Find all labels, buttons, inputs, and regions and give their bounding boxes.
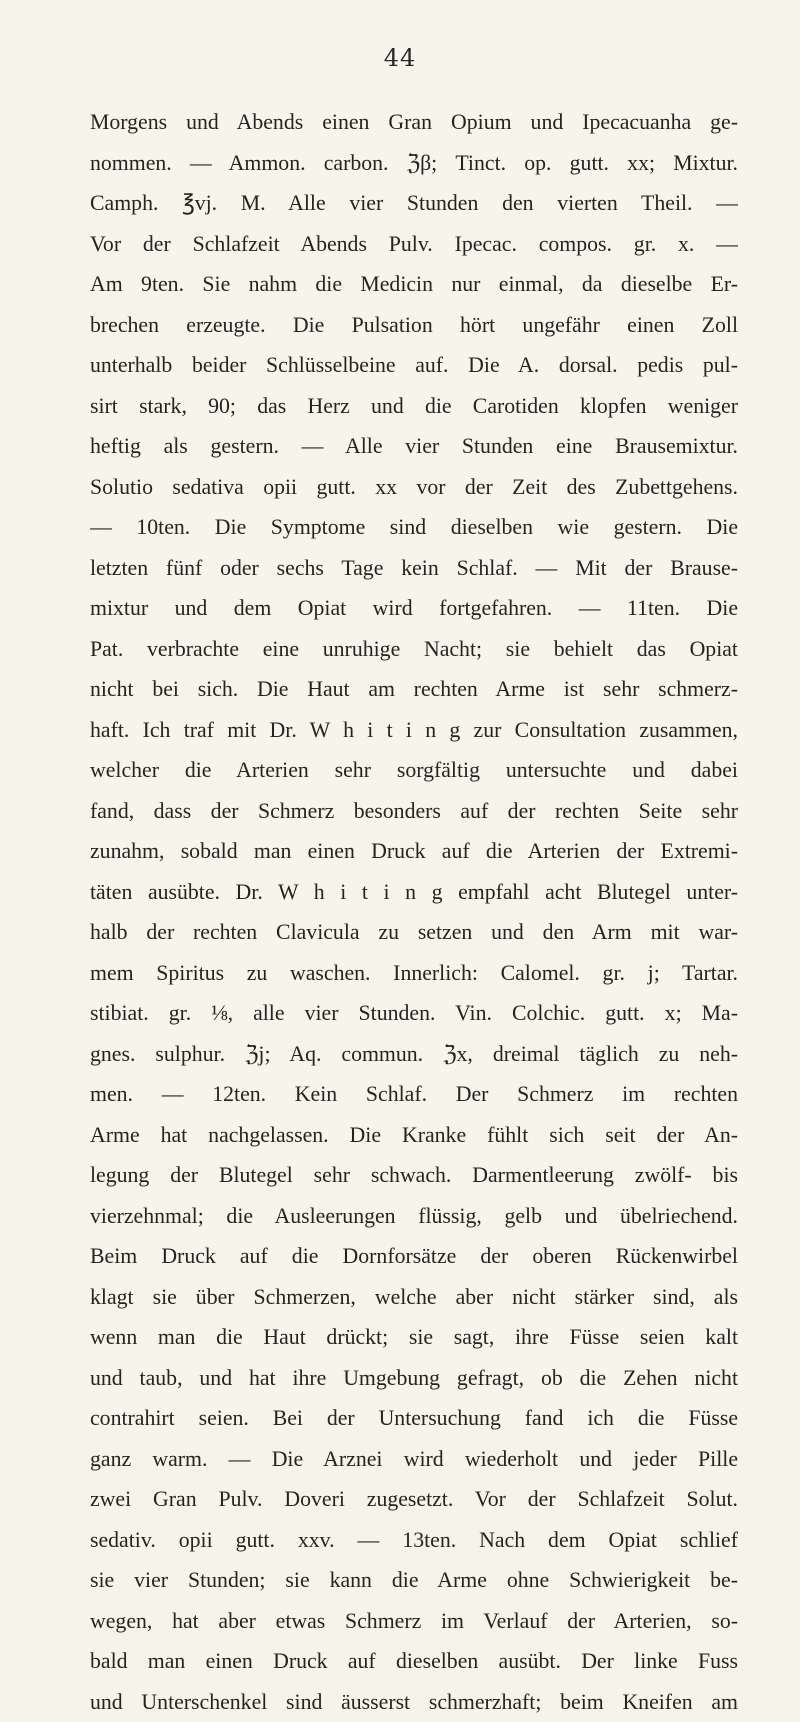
- text-line: men. — 12ten. Kein Schlaf. Der Schmerz im rechten: [90, 1074, 738, 1115]
- text-line: Solutio sedativa opii gutt. xx vor der Zeit des Zubettgehens.: [90, 467, 738, 508]
- text-line: Arme hat nachgelassen. Die Kranke fühlt sich seit der An-: [90, 1115, 738, 1156]
- text-line: contrahirt seien. Bei der Untersuchung fand ich die Füsse: [90, 1398, 738, 1439]
- text-line: wegen, hat aber etwas Schmerz im Verlauf der Arterien, so-: [90, 1601, 738, 1642]
- text-line: Vor der Schlafzeit Abends Pulv. Ipecac. compos. gr. x. —: [90, 224, 738, 265]
- text-line: Pat. verbrachte eine unruhige Nacht; sie behielt das Opiat: [90, 629, 738, 670]
- text-line: zwei Gran Pulv. Doveri zugesetzt. Vor der Schlafzeit Solut.: [90, 1479, 738, 1520]
- text-line: ganz warm. — Die Arznei wird wiederholt und jeder Pille: [90, 1439, 738, 1480]
- text-line: fand, dass der Schmerz besonders auf der rechten Seite sehr: [90, 791, 738, 832]
- body-text: [90, 102, 738, 1722]
- text-line: und taub, und hat ihre Umgebung gefragt, ob die Zehen nicht: [90, 1358, 738, 1399]
- text-line: brechen erzeugte. Die Pulsation hört ungefähr einen Zoll: [90, 305, 738, 346]
- text-line: haft. Ich traf mit Dr. W h i t i n g zur Consultation zusammen,: [90, 710, 738, 751]
- text-line: stibiat. gr. ⅛, alle vier Stunden. Vin. Colchic. gutt. x; Ma-: [90, 993, 738, 1034]
- text-line: Beim Druck auf die Dornforsätze der oberen Rückenwirbel: [90, 1236, 738, 1277]
- text-line: Am 9ten. Sie nahm die Medicin nur einmal, da dieselbe Er-: [90, 264, 738, 305]
- text-line: unterhalb beider Schlüsselbeine auf. Die A. dorsal. pedis pul-: [90, 345, 738, 386]
- text-line: halb der rechten Clavicula zu setzen und den Arm mit war-: [90, 912, 738, 953]
- page-number: 44: [0, 44, 800, 72]
- text-line: Camph. ℥vj. M. Alle vier Stunden den vierten Theil. —: [90, 183, 738, 224]
- text-line: nommen. — Ammon. carbon. ℨβ; Tinct. op. gutt. xx; Mixtur.: [90, 143, 738, 184]
- text-line: bald man einen Druck auf dieselben ausübt. Der linke Fuss: [90, 1641, 738, 1682]
- text-line: letzten fünf oder sechs Tage kein Schlaf. — Mit der Brause-: [90, 548, 738, 589]
- text-line: heftig als gestern. — Alle vier Stunden eine Brausemixtur.: [90, 426, 738, 467]
- text-line: täten ausübte. Dr. W h i t i n g empfahl acht Blutegel unter-: [90, 872, 738, 913]
- text-line: gnes. sulphur. ℨj; Aq. commun. ℨx, dreimal täglich zu neh-: [90, 1034, 738, 1075]
- text-line: mem Spiritus zu waschen. Innerlich: Calomel. gr. j; Tartar.: [90, 953, 738, 994]
- text-line: Morgens und Abends einen Gran Opium und Ipecacuanha ge-: [90, 102, 738, 143]
- text-line: sirt stark, 90; das Herz und die Carotiden klopfen weniger: [90, 386, 738, 427]
- text-line: und Unterschenkel sind äusserst schmerzhaft; beim Kneifen am: [90, 1682, 738, 1722]
- text-line: vierzehnmal; die Ausleerungen flüssig, gelb und übelriechend.: [90, 1196, 738, 1237]
- text-line: mixtur und dem Opiat wird fortgefahren. — 11ten. Die: [90, 588, 738, 629]
- text-line: sedativ. opii gutt. xxv. — 13ten. Nach dem Opiat schlief: [90, 1520, 738, 1561]
- text-line: legung der Blutegel sehr schwach. Darmentleerung zwölf- bis: [90, 1155, 738, 1196]
- text-line: welcher die Arterien sehr sorgfältig untersuchte und dabei: [90, 750, 738, 791]
- text-line: sie vier Stunden; sie kann die Arme ohne Schwierigkeit be-: [90, 1560, 738, 1601]
- text-line: nicht bei sich. Die Haut am rechten Arme ist sehr schmerz-: [90, 669, 738, 710]
- text-line: zunahm, sobald man einen Druck auf die Arterien der Extremi-: [90, 831, 738, 872]
- text-line: wenn man die Haut drückt; sie sagt, ihre Füsse seien kalt: [90, 1317, 738, 1358]
- text-line: — 10ten. Die Symptome sind dieselben wie gestern. Die: [90, 507, 738, 548]
- text-line: klagt sie über Schmerzen, welche aber nicht stärker sind, als: [90, 1277, 738, 1318]
